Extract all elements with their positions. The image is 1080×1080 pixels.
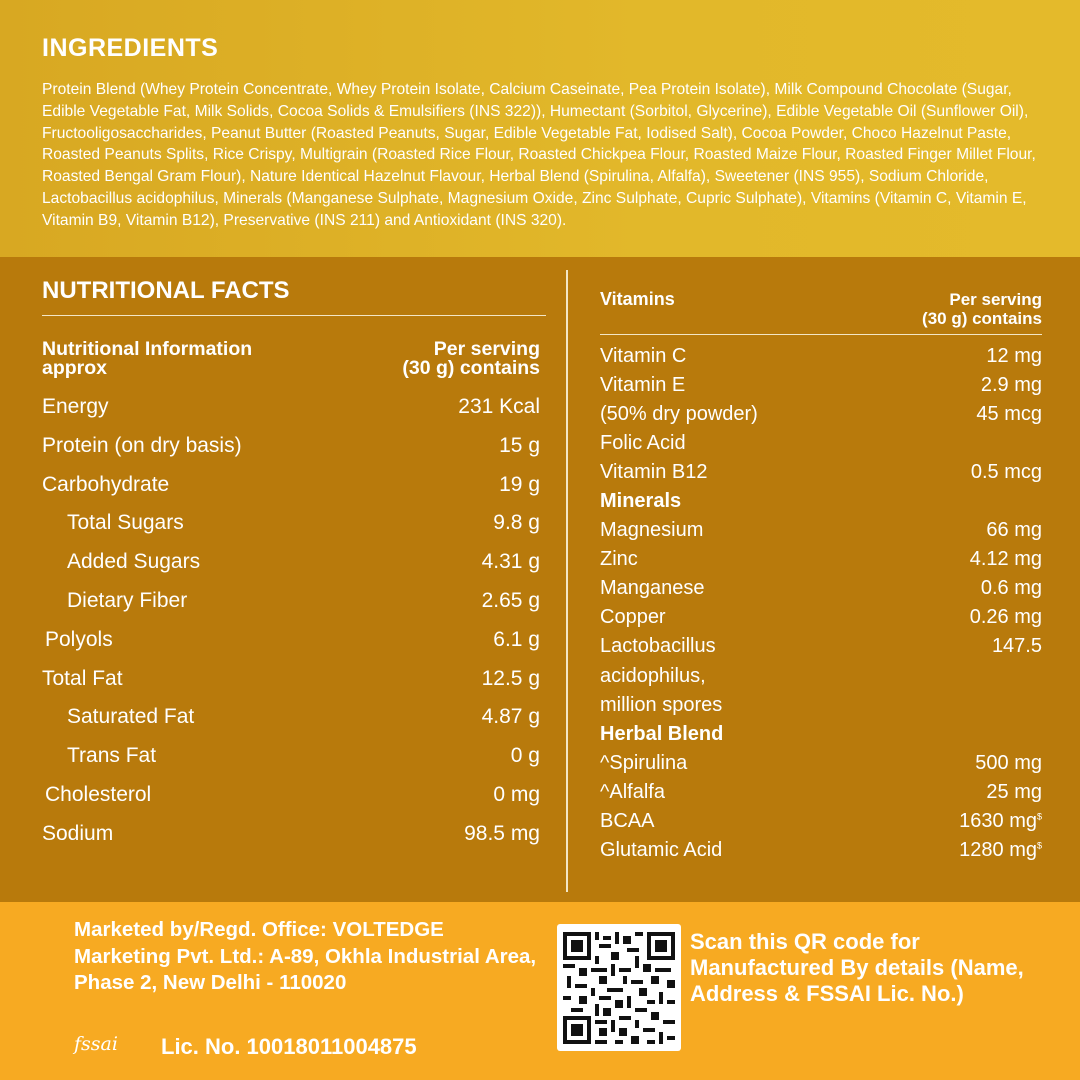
ingredients-section [0,0,1080,257]
minerals-heading [600,490,1042,518]
nutrition-label: Dietary Fiber [67,589,188,612]
vitamin-label: (50% dry powder) [600,403,758,425]
herbal-label: Alfalfa [609,781,665,803]
herbal-value: 25 mg [986,781,1042,803]
nutrition-value: 231 Kcal [458,395,540,418]
qr-code[interactable] [557,924,681,1051]
qr-caption: Scan this QR code for Manufactured By details (Name, Address & FSSAI Lic. No.) [690,929,1024,1006]
nutrition-label: Cholesterol [45,783,152,806]
nutrition-title-rule [42,315,546,316]
vitamin-label: Vitamin C [600,345,687,367]
nutrition-value: 6.1 g [493,628,540,651]
nutrition-label: Added Sugars [67,550,201,573]
vitamin-label: Vitamin B12 [600,461,708,483]
amino-label: BCAA [600,810,655,832]
nutrition-label: Total Sugars [67,511,184,534]
mineral-value: 0.26 mg [969,606,1042,628]
license-number: Lic. No. 10018011004875 [161,1034,417,1059]
mineral-label: Manganese [600,577,705,599]
vitamins-title: Vitamins [600,289,675,309]
mineral-label: acidophilus, [600,665,706,687]
vitamin-label: Vitamin E [600,374,686,396]
ingredients-text: Protein Blend (Whey Protein Concentrate, Whey Protein Isolate, Calcium Caseinate, Pea Protein Isolate), Milk Compound Chocolate (Sugar, Edible Vegetable Fat, Milk Solids, Cocoa Solids & Emulsifiers (INS 322)), Humectant (Sorbitol, Glycerine), Edible Vegetable Oil (Sunflower Oil), Fructooligosaccharides, Peanut Butter (Roasted Peanuts, Sugar, Edible Vegetable Fat, Iodised Salt), Cocoa Powder, Choco Hazelnut Paste, Roasted Peanuts Splits, Rice Crispy, Multigrain (Roasted Rice Flour, Roasted Chickpea Flour, Roasted Maize Flour, Roasted Finger Millet Flour, Roasted Bengal Gram Flour), Nature Identical Hazelnut Flavour, Herbal Blend (Spirulina, Alfalfa), Sweetener (INS 955), Sodium Chloride, Lactobacillus acidophilus, Minerals (Manganese Sulphate, Magnesium Oxide, Zinc Sulphate, Cupric Sulphate), Vitamins (Vitamin C, Vitamin E, Vitamin B9, Vitamin B12), Preservative (INS 211) and Antioxidant (INS 320). [42,81,1036,229]
nutrition-row-added-sugars [42,550,540,580]
nutrition-value: 0 mg [493,783,540,806]
mineral-label: Copper [600,606,666,628]
nutrition-label: Carbohydrate [42,473,170,496]
herbal-row-alfalfa [600,781,1042,809]
nutrition-header-right-line2: (30 g) contains [402,357,540,379]
mineral-row-manganese [600,577,1042,605]
nutrition-value: 19 g [499,473,540,496]
nutrition-row-carbohydrate [42,473,540,503]
nutrition-label: Trans Fat [67,744,157,767]
mineral-value: 4.12 mg [969,548,1042,570]
fssai-logo: fssai [74,1033,118,1055]
vitamin-label: Folic Acid [600,432,686,454]
mineral-label: Zinc [600,548,638,570]
vitamins-header-right [922,290,1042,328]
amino-label: Glutamic Acid [600,839,723,861]
nutrition-row-protein [42,434,540,464]
section-label: Herbal Blend [600,723,724,745]
row-bcaa [600,810,1042,838]
column-divider [566,270,568,892]
nutrition-label: Total Fat [42,667,123,690]
nutrition-header-right-line1: Per serving [433,338,540,360]
dollar-mark: $ [1036,840,1042,851]
nutrition-row-sodium [42,822,540,852]
marketed-by-text: Marketed by/Regd. Office: VOLTEDGE Marketing Pvt. Ltd.: A-89, Okhla Industrial Area, Phase 2, New Delhi - 110020 [74,918,537,994]
nutrition-label: Energy [42,395,109,418]
nutrition-row-dietary-fiber [42,589,540,619]
mineral-label: million spores [600,694,723,716]
nutrition-row-total-fat [42,667,540,697]
nutrition-value: 4.87 g [481,705,540,728]
vitamins-header-right-line1: Per serving [949,290,1042,309]
nutrition-header-right [402,340,540,378]
nutrition-value: 0 g [510,744,540,767]
mineral-row-copper [600,606,1042,634]
nutrition-header-left [42,340,252,378]
nutrition-value: 4.31 g [481,550,540,573]
nutrition-row-cholesterol [42,783,540,813]
nutrition-label: Sodium [42,822,114,845]
herbal-label: Spirulina [609,752,688,774]
mineral-row-acidophilus [600,665,1042,693]
mineral-label: Magnesium [600,519,704,541]
amino-value: 1630 mg [959,810,1037,832]
caret-mark: ^ [600,781,610,803]
caret-mark: ^ [600,752,610,774]
herbal-value: 500 mg [975,752,1042,774]
herbal-row-spirulina [600,752,1042,780]
herbal-blend-heading [600,723,1042,751]
amino-value: 1280 mg [959,839,1037,861]
vitamin-value: 45 mcg [976,403,1042,425]
nutrition-header-left-line1: Nutritional Information [42,338,253,360]
nutrition-header-left-line2: approx [42,357,108,379]
mineral-row-zinc [600,548,1042,576]
nutrition-value: 15 g [499,434,540,457]
vitamin-value: 0.5 mcg [970,461,1042,483]
vitamin-row-vitamin-c [600,345,1042,373]
dollar-mark: $ [1036,811,1042,822]
mineral-value: 147.5 [991,635,1042,657]
nutrition-row-total-sugars [42,511,540,541]
nutrition-title: NUTRITIONAL FACTS [42,277,290,304]
nutrition-value: 12.5 g [481,667,540,690]
vitamin-value: 12 mg [986,345,1042,367]
nutrition-label: Polyols [45,628,113,651]
vitamin-value: 2.9 mg [980,374,1042,396]
vitamin-row-vitamin-e [600,374,1042,402]
vitamin-row-folic-acid [600,432,1042,460]
qr-code-icon [563,932,675,1044]
nutrition-row-polyols [42,628,540,658]
section-label: Minerals [600,490,682,512]
nutrition-row-energy [42,395,540,425]
vitamins-header-right-line2: (30 g) contains [922,309,1042,328]
nutrition-label: Protein (on dry basis) [42,434,242,457]
vitamins-title-rule [600,334,1042,335]
nutrition-value: 2.65 g [481,589,540,612]
mineral-label: Lactobacillus [600,635,716,657]
nutrition-label: Saturated Fat [67,705,195,728]
mineral-row-lactobacillus [600,635,1042,663]
mineral-value: 66 mg [986,519,1042,541]
ingredients-title: INGREDIENTS [42,34,219,62]
mineral-row-million-spores [600,694,1042,722]
row-glutamic-acid [600,839,1042,867]
vitamin-row-dry-powder [600,403,1042,431]
vitamin-row-vitamin-b12 [600,461,1042,489]
mineral-row-magnesium [600,519,1042,547]
nutrition-row-saturated-fat [42,705,540,735]
nutrition-value: 9.8 g [493,511,540,534]
mineral-value: 0.6 mg [980,577,1042,599]
nutrition-value: 98.5 mg [464,822,540,845]
nutrition-row-trans-fat [42,744,540,774]
